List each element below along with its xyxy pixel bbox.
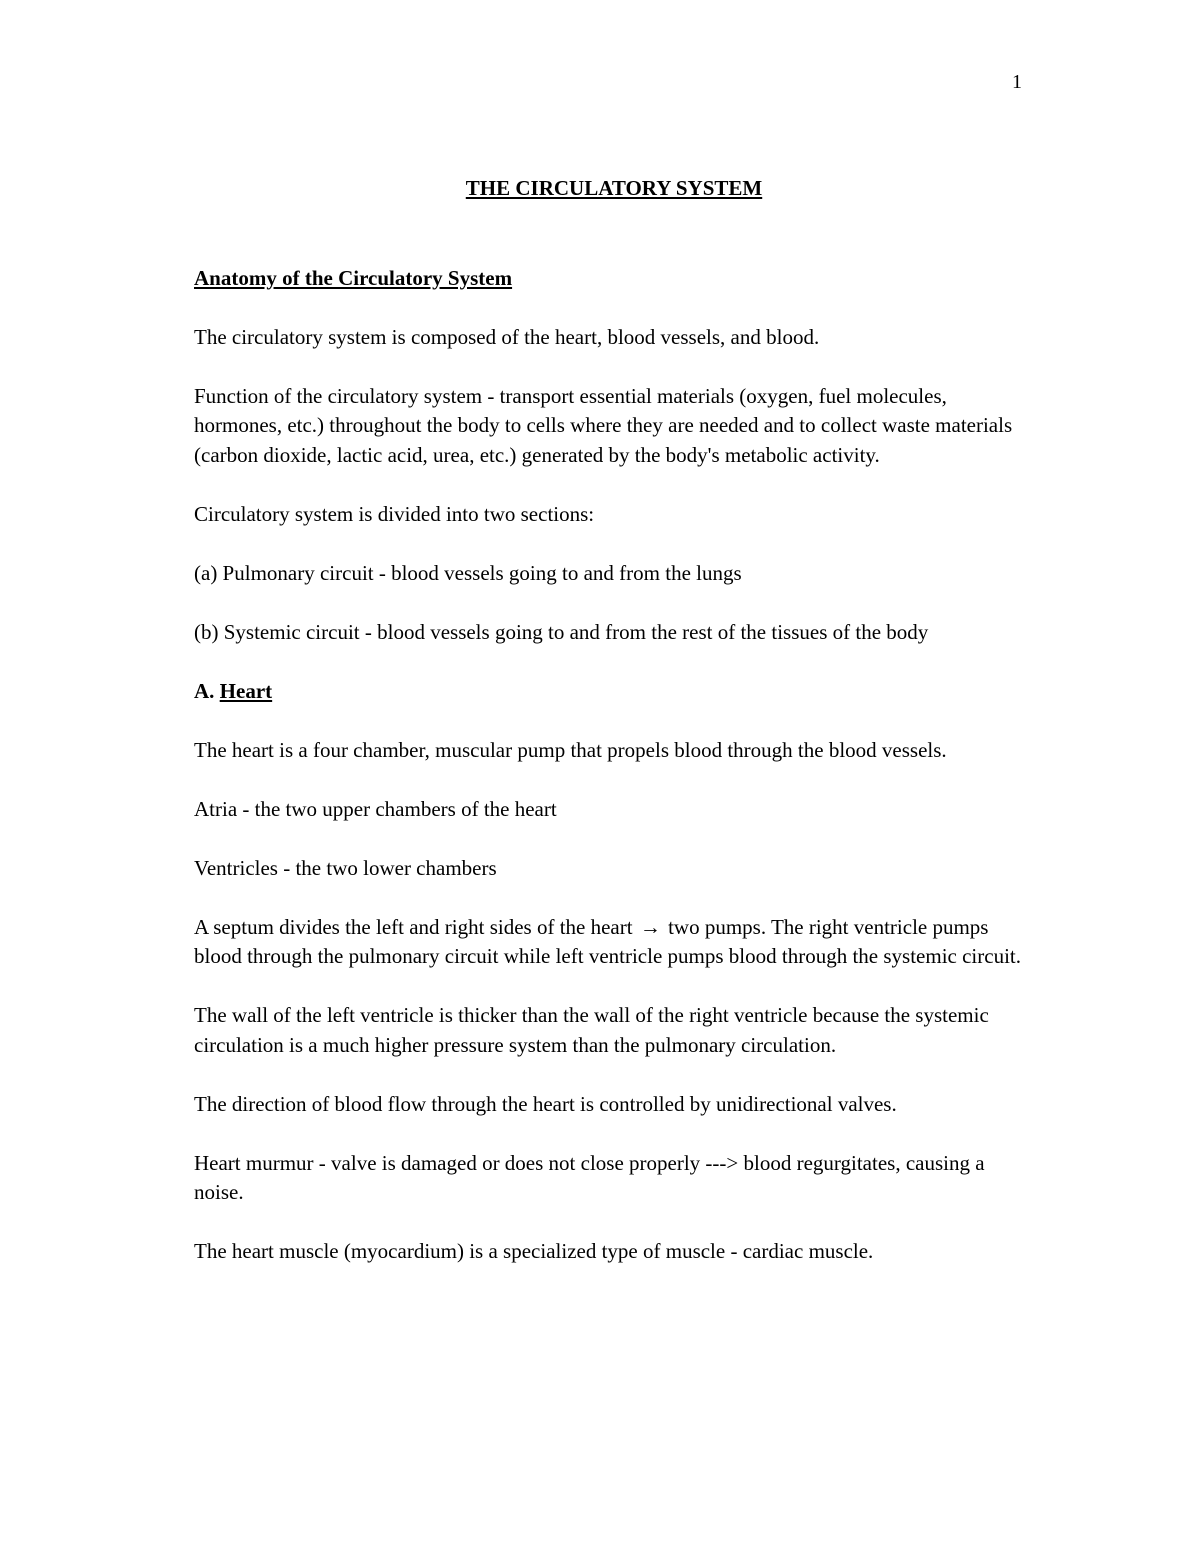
subheading-heart-label: Heart: [219, 678, 273, 703]
section-heading-anatomy: Anatomy of the Circulatory System: [194, 265, 513, 290]
page-number: 1: [1012, 71, 1022, 93]
paragraph-systemic: (b) Systemic circuit - blood vessels going to and from the rest of the tissues of the body: [194, 619, 929, 644]
septum-text-before: A septum divides the left and right sides of the heart: [194, 914, 633, 939]
subheading-heart: [194, 677, 1034, 707]
right-arrow-icon: →: [639, 914, 661, 939]
paragraph-valves: The direction of blood flow through the heart is controlled by unidirectional valves.: [194, 1091, 897, 1116]
document-body: [194, 174, 1034, 1296]
subheading-heart-prefix: A.: [194, 678, 215, 703]
paragraph-muscle: The heart muscle (myocardium) is a specialized type of muscle - cardiac muscle.: [194, 1239, 874, 1263]
paragraph-intro: The circulatory system is composed of the heart, blood vessels, and blood.: [194, 324, 820, 349]
paragraph-atria: Atria - the two upper chambers of the heart: [194, 796, 557, 821]
paragraph-divided: Circulatory system is divided into two sections:: [194, 501, 595, 526]
document-title: THE CIRCULATORY SYSTEM: [465, 176, 763, 200]
paragraph-murmur: Heart murmur - valve is damaged or does not close properly ---> blood regurgitates, causing a noise.: [194, 1150, 985, 1204]
paragraph-septum: [194, 913, 1034, 972]
septum-text-after: two pumps. The right ventricle pumps blood through the pulmonary circuit while left ventricle pumps blood through the systemic circuit.: [194, 914, 1021, 968]
paragraph-function: Function of the circulatory system - transport essential materials (oxygen, fuel molecules, hormones, etc.) throughout the body to cells where they are needed and to collect waste materials (carbon dioxide, lactic acid, urea, etc.) generated by the body's metabolic activity.: [194, 383, 1013, 467]
paragraph-wall: The wall of the left ventricle is thicker than the wall of the right ventricle because the systemic circulation is a much higher pressure system than the pulmonary circulation.: [194, 1003, 989, 1057]
paragraph-ventricles: Ventricles - the two lower chambers: [194, 855, 497, 880]
paragraph-heart-pump: The heart is a four chamber, muscular pump that propels blood through the blood vessels.: [194, 737, 947, 762]
paragraph-pulmonary: (a) Pulmonary circuit - blood vessels going to and from the lungs: [194, 560, 742, 585]
